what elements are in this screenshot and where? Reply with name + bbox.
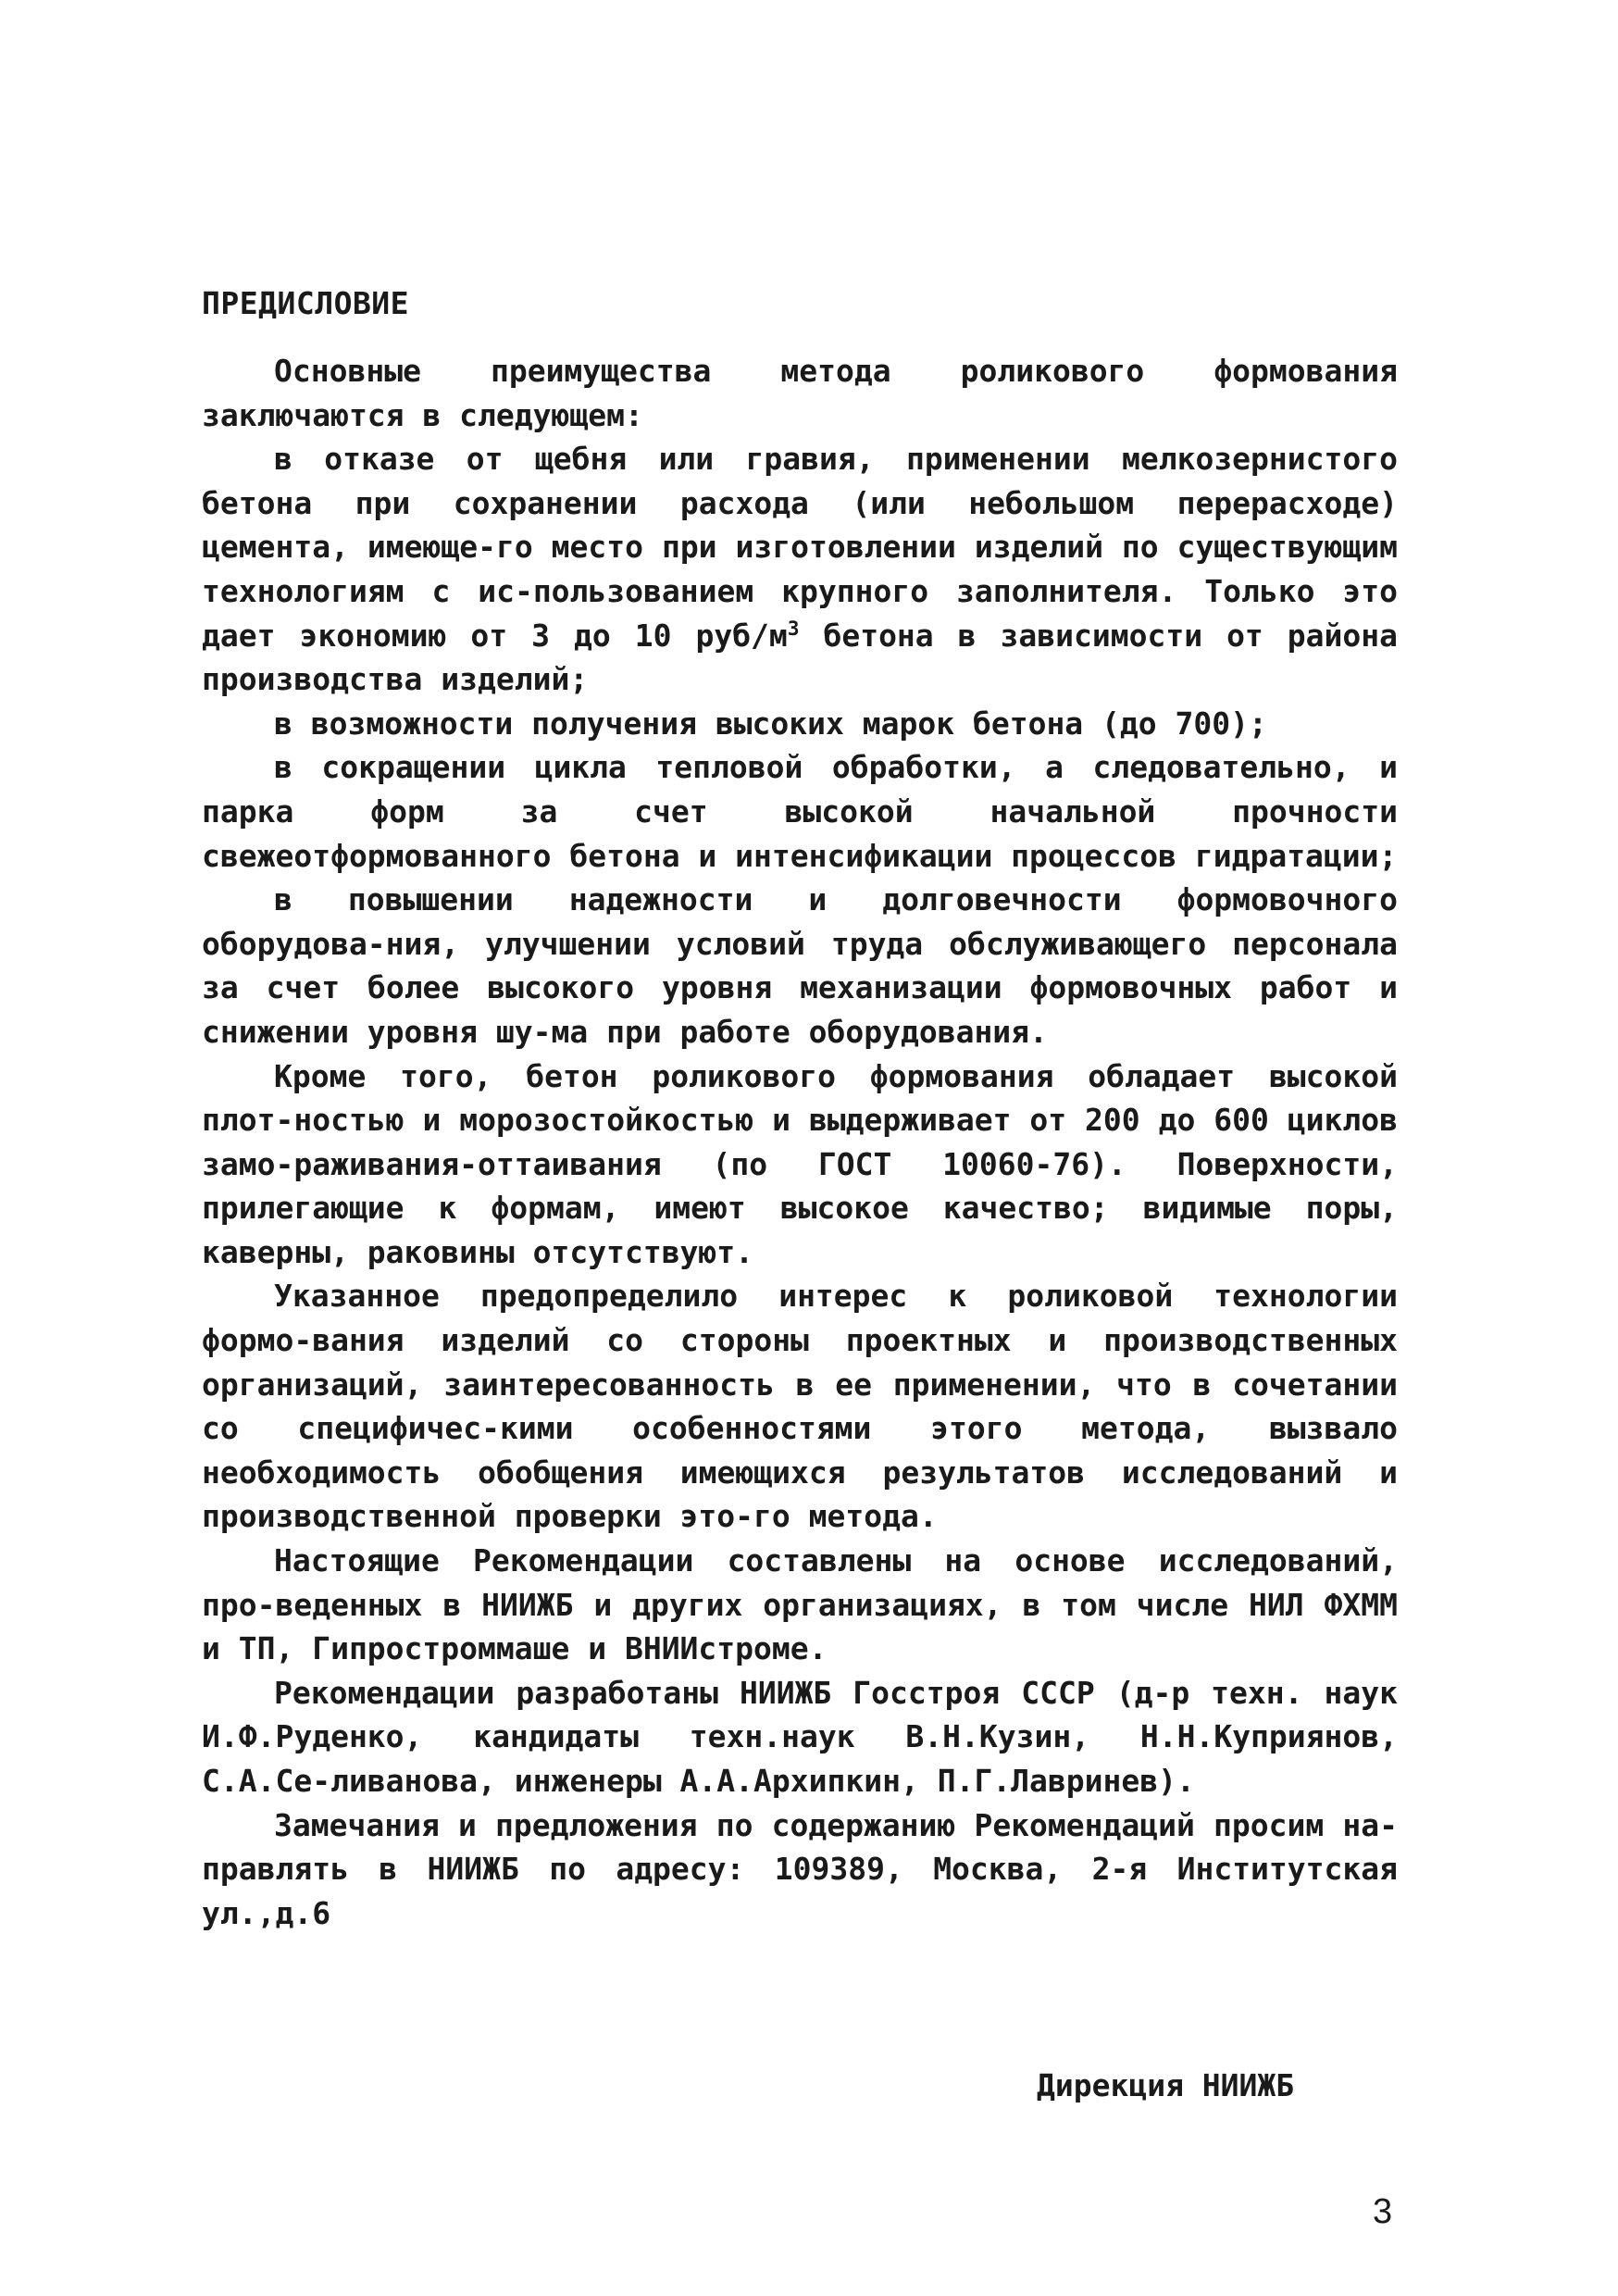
paragraph-advantage-aggregate-text: в отказе от щебня или гравия, применении мелкозернистого бетона при сохранении расхода (или небольшом перерасходе) цемента, имеюще-го место при изготовлении изделий по существующим технологиям с ис-пользованием крупного заполнителя. Только это дает экономию от 3 до 10 руб/м <box>202 441 1398 654</box>
page-number: 3 <box>1373 2192 1393 2231</box>
paragraph-interest: Указанное предопределило интерес к роликовой технологии формо-вания изделий со стороны проектных и производственных организаций, заинтересованность в ее применении, что в сочетании со специфичес-кими особенностями этого метода, вызвало необходимость обобщения имеющихся результатов исследований и производственной проверки это-го метода. <box>202 1278 1398 1535</box>
paragraph-advantage-strength: в возможности получения высоких марок бетона (до 700); <box>274 705 1267 742</box>
paragraph-intro: Основные преимущества метода роликового формования заключаются в следующем: <box>202 353 1398 433</box>
paragraph-density: Кроме того, бетон роликового формования обладает высокой плот-ностью и морозостойкостью и выдерживает от 200 до 600 циклов замо-раживания-оттаивания (по ГОСТ 10060-76). Поверхности, прилегающие к формам, имеют высокое качество; видимые поры, каверны, раковины отсутствуют. <box>202 1057 1398 1270</box>
paragraph-contact: Замечания и предложения по содержанию Рекомендаций просим на-правлять в НИИЖБ по адресу: 109389, Москва, 2-я Институтская ул.,д.6 <box>202 1806 1398 1931</box>
paragraph-advantage-curing: в сокращении цикла тепловой обработки, а следовательно, и парка форм за счет высокой начальной прочности свежеотформованного бетона и интенсификации процессов гидратации; <box>202 749 1398 874</box>
signature: Дирекция НИИЖБ <box>1037 2067 1295 2103</box>
paragraph-authors: Рекомендации разработаны НИИЖБ Госстроя СССР (д-р техн. наук И.Ф.Руденко, кандидаты техн.наук В.Н.Кузин, Н.Н.Куприянов, С.А.Се-ливанова, инженеры А.А.Архипкин, П.Г.Лавринев). <box>202 1674 1398 1799</box>
paragraph-advantage-equipment: в повышении надежности и долговечности формовочного оборудова-ния, улучшении условий труда обслуживающего персонала за счет более высокого уровня механизации формовочных работ и снижении уровня шу-ма при работе оборудования. <box>202 881 1398 1050</box>
paragraph-basis: Настоящие Рекомендации составлены на основе исследований, про-веденных в НИИЖБ и других организациях, в том числе НИЛ ФХММ и ТП, Гипростроммаше и ВНИИстроме. <box>202 1542 1398 1667</box>
body-text <box>202 349 1398 1935</box>
paragraph-advantage-aggregate-tail: бетона в зависимости от района производства изделий; <box>202 617 1399 698</box>
unit-superscript: 3 <box>787 617 800 640</box>
section-heading: ПРЕДИСЛОВИЕ <box>202 285 410 321</box>
paragraph-advantage-aggregate <box>202 437 1398 702</box>
